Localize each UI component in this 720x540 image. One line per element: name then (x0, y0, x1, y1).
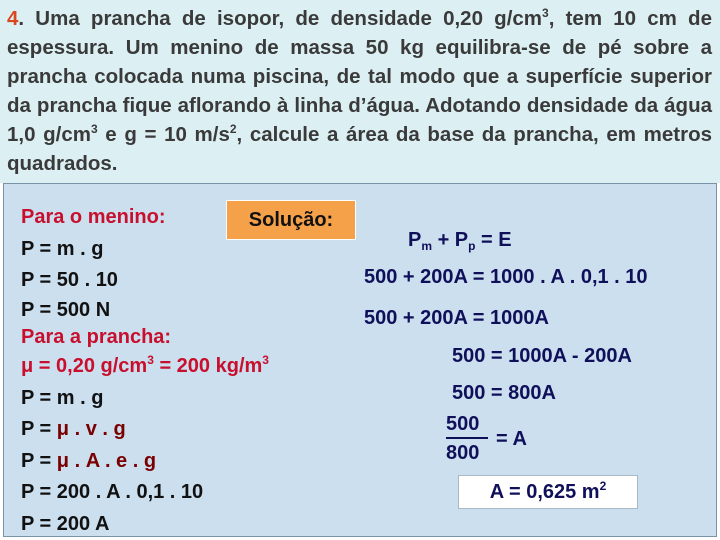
problem-sup-1: 3 (542, 6, 549, 20)
menino-eq-3: P = 500 N (21, 299, 111, 321)
prancha-heading: Para a prancha: (21, 326, 172, 348)
equilibrium-eq (408, 228, 512, 252)
prancha-eq-2-mu: μ . v . g (56, 418, 126, 440)
menino-eq-1: P = m . g (21, 238, 104, 260)
eq1-sub-m: m (421, 239, 433, 253)
fraction-rhs: = A (496, 428, 527, 450)
problem-statement (0, 0, 720, 183)
eq1-end: = E (475, 229, 512, 251)
eq1-sub-p: p (468, 239, 476, 253)
problem-sup-3: 2 (229, 122, 237, 136)
final-answer-sup: 2 (599, 479, 607, 493)
menino-eq-2: P = 50 . 10 (21, 269, 118, 291)
fraction-bar (446, 437, 488, 439)
problem-text-2: , tem 10 cm de espessura. Um menino de massa 50 kg equilibra-se de pé sobre a prancha colocada numa piscina, de tal modo que a superfície superior da prancha fique aflorando à linha d’água. Adotando densidade da água 1,0 g/cm (7, 7, 712, 146)
prancha-eq-2-p: P = (21, 418, 57, 440)
prancha-eq-3-mu: μ . A . e . g (56, 450, 157, 472)
prancha-eq-2 (21, 417, 126, 441)
problem-sup-2: 3 (90, 122, 98, 136)
solution-step-1: 500 + 200A = 1000 . A . 0,1 . 10 (364, 266, 648, 288)
final-answer: A = 0,625 m (489, 481, 600, 503)
prancha-eq-1: P = m . g (21, 387, 104, 409)
problem-text-4: , calcule a área da base da prancha, em metros quadrados. (7, 123, 712, 175)
solution-step-4: 500 = 800A (452, 382, 556, 404)
menino-heading: Para o menino: (21, 206, 166, 228)
final-answer-box (458, 475, 638, 509)
problem-text-1: . Uma prancha de isopor, de densidade 0,20 g/cm (18, 7, 543, 30)
problem-number: 4 (7, 7, 19, 30)
prancha-eq-3 (21, 449, 156, 473)
problem-text-3: e g = 10 m/s (97, 123, 230, 146)
eq1-p: P (408, 229, 422, 251)
prancha-eq-4: P = 200 . A . 0,1 . 10 (21, 481, 204, 503)
density-sup-2: 3 (262, 353, 269, 367)
prancha-eq-3-p: P = (21, 450, 57, 472)
solution-step-3: 500 = 1000A - 200A (452, 345, 632, 367)
prancha-eq-5: P = 200 A (21, 513, 110, 535)
prancha-density (21, 354, 269, 378)
solution-step-2: 500 + 200A = 1000A (364, 307, 549, 329)
density-text-b: = 200 kg/m (153, 355, 263, 377)
fraction-numerator: 500 (446, 413, 480, 435)
fraction-denominator: 800 (446, 442, 480, 464)
eq1-mid: + P (432, 229, 469, 251)
density-text-a: μ = 0,20 g/cm (21, 355, 148, 377)
solution-badge: Solução: (226, 200, 356, 240)
density-sup-1: 3 (147, 353, 154, 367)
